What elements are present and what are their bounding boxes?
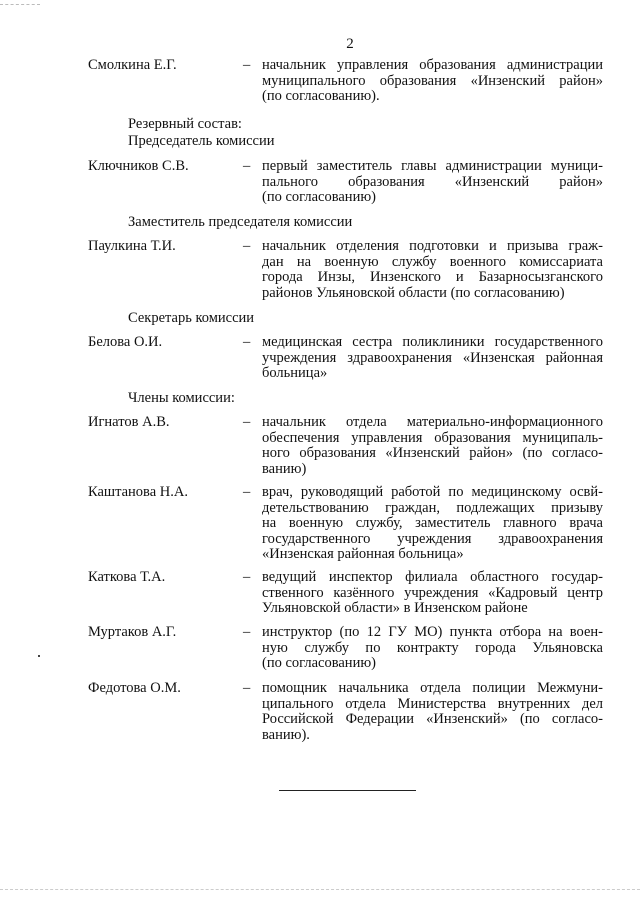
entry-name: Ключников С.В. (88, 158, 189, 174)
entry-dash: – (243, 569, 251, 585)
entry-dash: – (243, 334, 251, 350)
description-line: начальник отделения подготовки и призыва граж- (262, 238, 603, 254)
description-line: медицинская сестра поликлиники государственного (262, 334, 603, 350)
entry-description (262, 335, 603, 382)
entry-description (262, 159, 603, 206)
description-line: города Инзы, Инзенского и Базарносызганского (262, 269, 603, 285)
description-line: первый заместитель главы администрации муници- (262, 158, 603, 174)
entry-name: Каткова Т.А. (88, 569, 166, 585)
description-line: ную службу по контракту города Ульяновска (262, 639, 603, 656)
scan-speck (38, 655, 40, 657)
entry-name: Федотова О.М. (88, 680, 181, 696)
description-line: ственного казённого учреждения «Кадровый центр (262, 584, 603, 601)
entry-description (262, 58, 603, 105)
entry-dash: – (243, 624, 251, 640)
description-line: ванию). (262, 726, 310, 743)
description-line: ванию) (262, 460, 307, 477)
entry-name: Белова О.И. (88, 334, 163, 350)
description-line: дан на военную службу военного комиссариата (262, 253, 603, 270)
description-line: детельствованию граждан, подлежащих призыву (262, 499, 603, 516)
description-line: (по согласованию). (262, 88, 380, 104)
description-line: ного образования «Инзенский район» (по согласо- (262, 445, 603, 461)
entry-name: Каштанова Н.А. (88, 484, 188, 500)
description-line: (по согласованию) (262, 189, 376, 205)
description-line: помощник начальника отдела полиции Межмуни- (262, 680, 603, 696)
description-line: начальник отдела материально-информационного (262, 414, 603, 430)
heading-reserve: Резервный состав: (128, 116, 242, 132)
entry-name: Паулкина Т.И. (88, 238, 176, 254)
entry-description (262, 239, 603, 301)
description-line: начальник управления образования администрации (262, 57, 603, 73)
description-line: муниципального образования «Инзенский район» (262, 72, 603, 89)
entry-dash: – (243, 158, 251, 174)
entry-name: Муртаков А.Г. (88, 624, 177, 640)
entry-description (262, 570, 603, 617)
entry-description (262, 625, 603, 672)
scan-artifact-top (0, 4, 40, 6)
description-line: на военную службу, заместитель главного врача (262, 515, 603, 531)
description-line: инструктор (по 12 ГУ МО) пункта отбора на воен- (262, 624, 603, 640)
description-line: учреждения здравоохранения «Инзенская районная (262, 349, 603, 366)
scan-artifact-bottom (0, 889, 640, 891)
entry-description (262, 415, 603, 477)
entry-dash: – (243, 57, 251, 73)
description-line: врач, руководящий работой по медицинскому освй- (262, 484, 603, 500)
entry-dash: – (243, 238, 251, 254)
heading-deputy: Заместитель председателя комиссии (128, 214, 353, 230)
description-line: обеспечения управления образования муниципаль- (262, 429, 603, 446)
entry-name: Игнатов А.В. (88, 414, 170, 430)
entry-description (262, 681, 603, 743)
heading-secretary: Секретарь комиссии (128, 310, 255, 326)
entry-dash: – (243, 414, 251, 430)
heading-chairman: Председатель комиссии (128, 133, 275, 149)
page-number: 2 (346, 36, 354, 52)
description-line: «Инзенская районная больница» (262, 546, 464, 562)
description-line: больница» (262, 365, 328, 381)
closing-rule-line (279, 790, 416, 791)
entry-description (262, 485, 603, 563)
description-line: районов Ульяновской области (по согласованию) (262, 284, 565, 301)
entry-dash: – (243, 680, 251, 696)
entry-dash: – (243, 484, 251, 500)
description-line: Ульяновской области» в Инзенском районе (262, 600, 528, 616)
heading-members: Члены комиссии: (128, 390, 235, 406)
description-line: пального образования «Инзенский район» (262, 173, 603, 190)
entry-name: Смолкина Е.Г. (88, 57, 177, 73)
description-line: ципального отдела Министерства внутренних дел (262, 695, 603, 712)
description-line: (по согласованию) (262, 655, 376, 671)
description-line: Российской Федерации «Инзенский» (по согласо- (262, 711, 603, 727)
description-line: государственного учреждения здравоохранения (262, 530, 603, 547)
description-line: ведущий инспектор филиала областного государ- (262, 569, 603, 585)
